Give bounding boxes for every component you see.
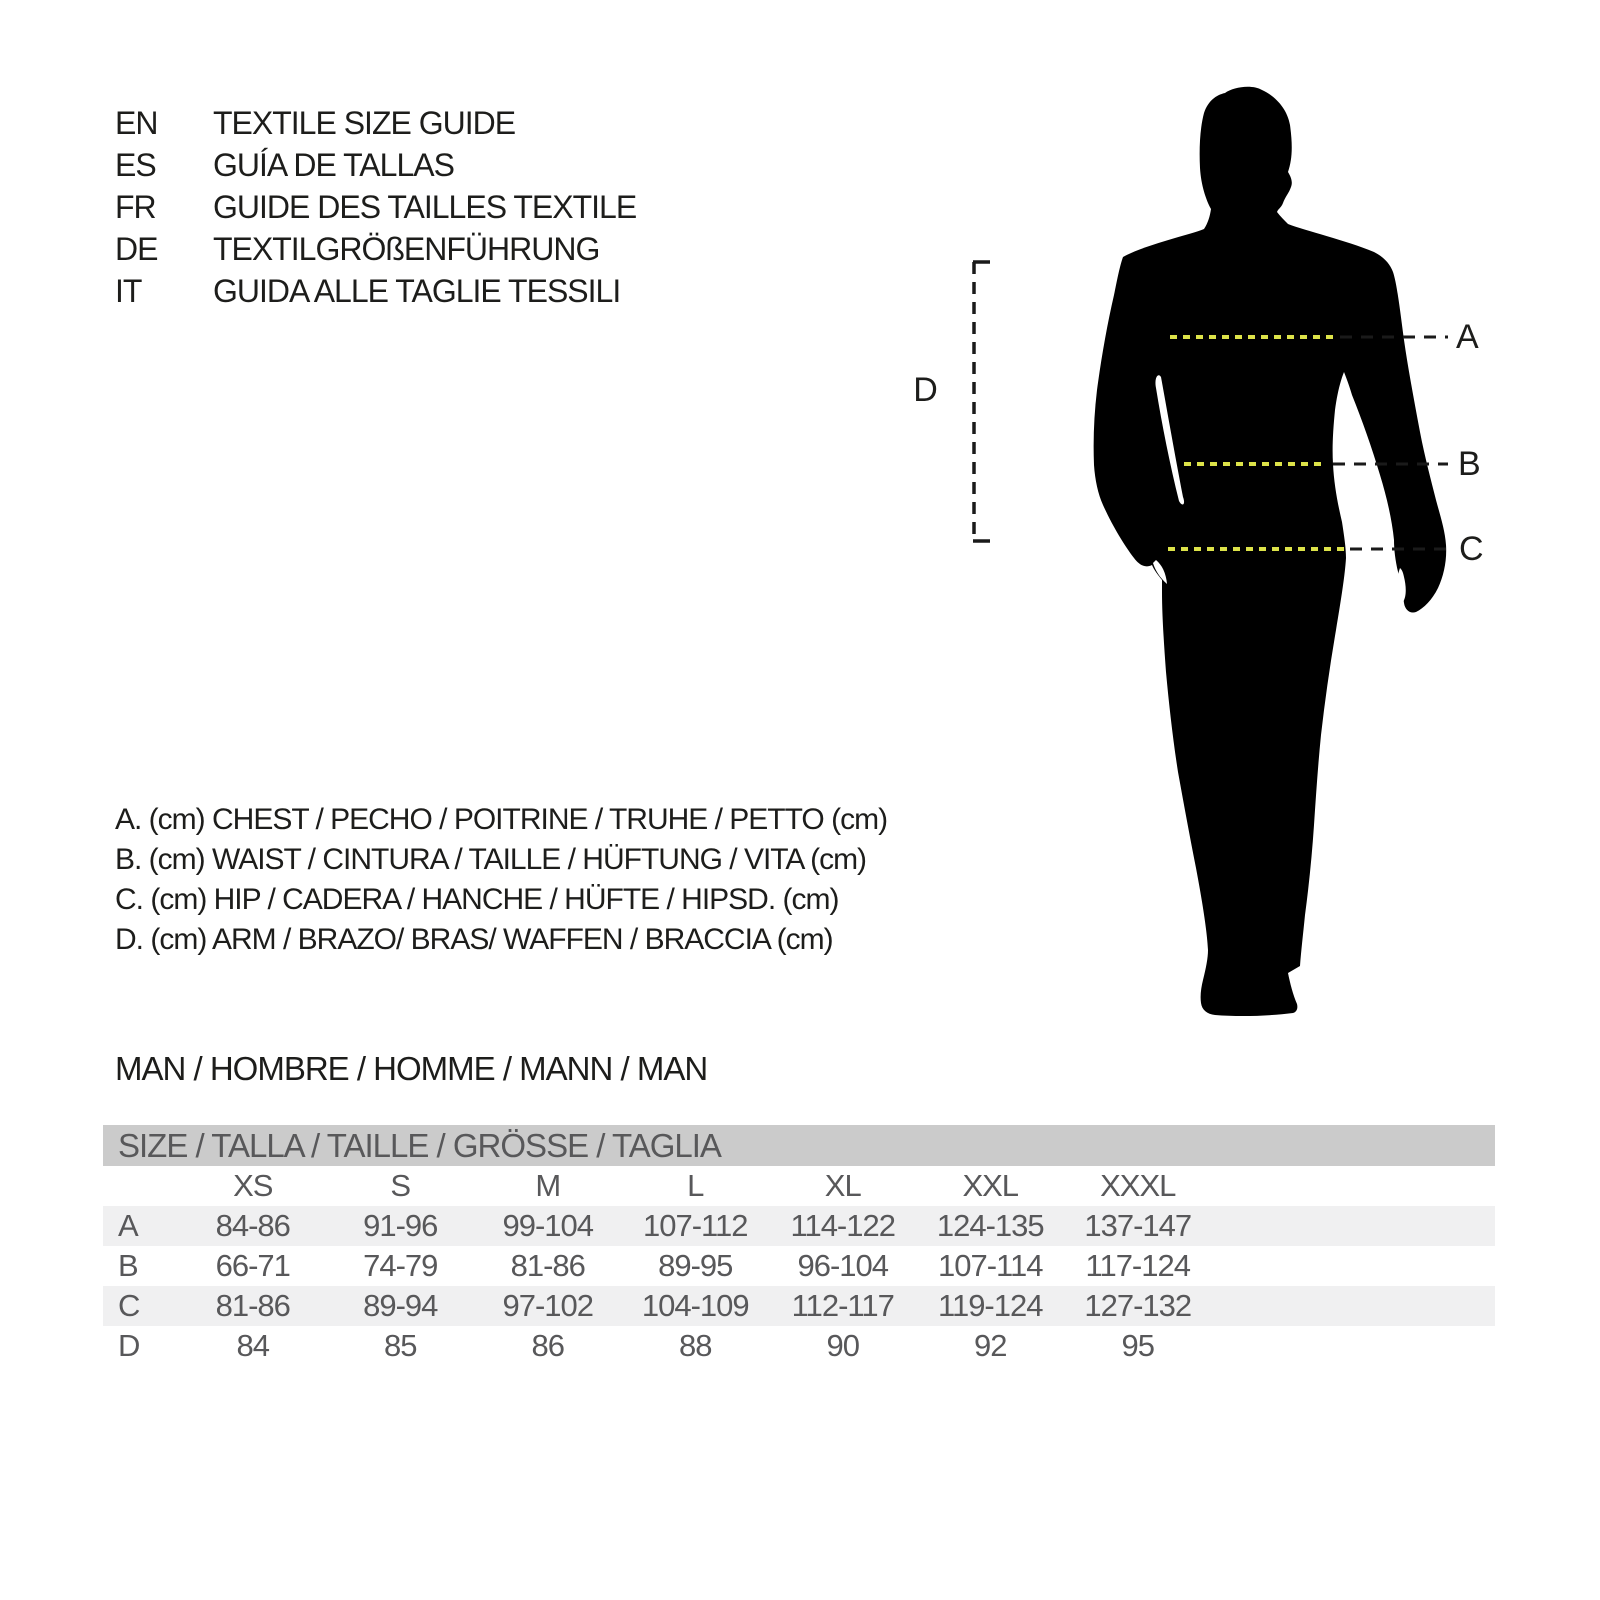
cell-value: 119-124 bbox=[938, 1288, 1043, 1323]
cell-value: 84-86 bbox=[215, 1208, 290, 1243]
language-title: GUÍA DE TALLAS bbox=[213, 146, 454, 183]
table-row-chest bbox=[103, 1206, 1495, 1246]
cell-value: 117-124 bbox=[1085, 1248, 1190, 1283]
section-title-man: MAN / HOMBRE / HOMME / MANN / MAN bbox=[115, 1050, 708, 1087]
man-silhouette bbox=[1094, 87, 1447, 1016]
hip-label: C bbox=[1459, 530, 1483, 568]
table-row-waist bbox=[103, 1246, 1495, 1286]
row-label: B bbox=[118, 1248, 138, 1283]
table-row-arm bbox=[103, 1326, 1495, 1366]
size-col-xxl: XXL bbox=[962, 1168, 1019, 1203]
language-title: TEXTILGRÖßENFÜHRUNG bbox=[213, 230, 600, 267]
cell-value: 81-86 bbox=[510, 1248, 585, 1283]
cell-value: 104-109 bbox=[641, 1288, 749, 1323]
cell-value: 89-94 bbox=[363, 1288, 438, 1323]
cell-value: 85 bbox=[384, 1328, 417, 1363]
row-label: C bbox=[118, 1288, 140, 1323]
cell-value: 91-96 bbox=[363, 1208, 438, 1243]
cell-value: 86 bbox=[531, 1328, 564, 1363]
language-code: DE bbox=[115, 230, 158, 267]
cell-value: 90 bbox=[826, 1328, 859, 1363]
cell-value: 107-114 bbox=[938, 1248, 1043, 1283]
size-col-l: L bbox=[687, 1168, 704, 1203]
cell-value: 88 bbox=[679, 1328, 712, 1363]
size-col-xxxl: XXXL bbox=[1100, 1168, 1176, 1203]
cell-value: 92 bbox=[974, 1328, 1007, 1363]
cell-value: 124-135 bbox=[936, 1208, 1044, 1243]
row-label: D bbox=[118, 1328, 140, 1363]
language-title: GUIDE DES TAILLES TEXTILE bbox=[213, 188, 637, 225]
language-title: GUIDA ALLE TAGLIE TESSILI bbox=[213, 272, 621, 309]
language-code: ES bbox=[115, 146, 156, 183]
language-code: IT bbox=[115, 272, 142, 309]
row-label: A bbox=[118, 1208, 138, 1243]
size-col-s: S bbox=[390, 1168, 411, 1203]
language-code: FR bbox=[115, 188, 156, 225]
cell-value: 107-112 bbox=[643, 1208, 748, 1243]
cell-value: 66-71 bbox=[215, 1248, 290, 1283]
cell-value: 89-95 bbox=[658, 1248, 733, 1283]
language-title: TEXTILE SIZE GUIDE bbox=[213, 104, 516, 141]
cell-value: 137-147 bbox=[1084, 1208, 1192, 1243]
size-col-xs: XS bbox=[233, 1168, 273, 1203]
size-header-row bbox=[103, 1166, 1495, 1206]
legend-line-arm: D. (cm) ARM / BRAZO/ BRAS/ WAFFEN / BRACCIA (cm) bbox=[115, 923, 833, 956]
waist-label: B bbox=[1458, 445, 1480, 483]
cell-value: 99-104 bbox=[502, 1208, 594, 1243]
size-col-xl: XL bbox=[824, 1168, 861, 1203]
cell-value: 81-86 bbox=[215, 1288, 290, 1323]
cell-value: 74-79 bbox=[363, 1248, 438, 1283]
legend-line-chest: A. (cm) CHEST / PECHO / POITRINE / TRUHE / PETTO (cm) bbox=[115, 803, 888, 836]
cell-value: 127-132 bbox=[1084, 1288, 1192, 1323]
chest-label: A bbox=[1456, 318, 1478, 356]
table-row-hip bbox=[103, 1286, 1495, 1326]
cell-value: 112-117 bbox=[791, 1288, 894, 1323]
size-col-m: M bbox=[535, 1168, 561, 1203]
measurement-legend bbox=[115, 800, 887, 960]
arm-label: D bbox=[913, 371, 937, 409]
size-table bbox=[103, 1125, 1495, 1366]
legend-line-hip: C. (cm) HIP / CADERA / HANCHE / HÜFTE / HIPSD. (cm) bbox=[115, 883, 839, 916]
cell-value: 95 bbox=[1121, 1328, 1154, 1363]
legend-line-waist: B. (cm) WAIST / CINTURA / TAILLE / HÜFTUNG / VITA (cm) bbox=[115, 843, 867, 876]
cell-value: 97-102 bbox=[502, 1288, 594, 1323]
size-table-header-banner: SIZE / TALLA / TAILLE / GRÖSSE / TAGLIA bbox=[103, 1125, 1495, 1166]
cell-value: 114-122 bbox=[790, 1208, 895, 1243]
language-code: EN bbox=[115, 104, 158, 141]
cell-value: 84 bbox=[236, 1328, 269, 1363]
cell-value: 96-104 bbox=[797, 1248, 889, 1283]
